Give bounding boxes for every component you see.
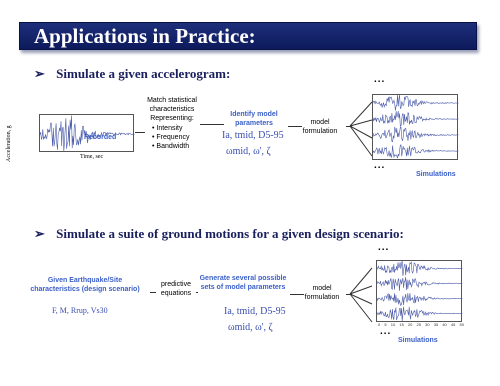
- bullet-marker-icon: ➢: [34, 226, 45, 241]
- bullet-2-text: Simulate a suite of ground motions for a given design scenario:: [56, 226, 404, 241]
- recorded-xlabel: Time, sec: [80, 154, 104, 160]
- x-tick-label: 10: [390, 322, 396, 327]
- arrow-1: [135, 132, 145, 133]
- x-tick-label: 5: [384, 322, 387, 327]
- match-item-frequency: • Frequency: [152, 134, 190, 141]
- x-tick-label: 45: [450, 322, 456, 327]
- sim-waveform-2d: [377, 306, 463, 321]
- x-tick-label: 20: [407, 322, 413, 327]
- simulations-plot-2: [376, 260, 462, 322]
- params-line-1: Ia, tmid, D5-95: [222, 130, 284, 141]
- ellipsis-bottom-1: ...: [374, 160, 386, 171]
- sim-waveform-1c: [373, 127, 459, 143]
- bullet-1-text: Simulate a given accelerogram:: [56, 66, 231, 81]
- ellipsis-top-1: ...: [374, 74, 386, 85]
- x-tick-label: 35: [433, 322, 439, 327]
- bullet-1: [34, 66, 230, 82]
- given-params: F, M, Rrup, Vs30: [52, 306, 108, 315]
- recorded-ylabel-wrap: [6, 104, 20, 164]
- recorded-plot: [39, 114, 134, 152]
- match-item-bandwidth: • Bandwidth: [152, 143, 190, 150]
- branch-arrows-2: [348, 262, 374, 328]
- match-items: [152, 124, 189, 151]
- simulations-label-1: Simulations: [416, 171, 456, 178]
- model-formulation-1: model formulation: [302, 119, 338, 135]
- predictive-equations: predictive equations: [156, 280, 196, 298]
- sim-waveform-1a: [373, 95, 459, 111]
- ellipsis-top-2: ...: [378, 242, 390, 253]
- sim-waveform-1d: [373, 143, 459, 159]
- ellipsis-bottom-2: ...: [380, 326, 392, 337]
- match-text: Match statistical characteristics Representing:: [147, 97, 197, 122]
- identify-text: Identify model parameters: [230, 111, 278, 127]
- simulations-label-2: Simulations: [398, 337, 438, 344]
- simulations-plot-1: [372, 94, 458, 160]
- bullet-2: [34, 226, 404, 242]
- slide-title-bar: [19, 22, 477, 50]
- recorded-label: Recorded: [84, 134, 117, 141]
- x-tick-label: 25: [416, 322, 421, 327]
- sim-waveform-2c: [377, 291, 463, 306]
- bullet-marker-icon: ➢: [34, 66, 45, 81]
- given-text: Given Earthquake/Site characteristics (design scenario): [30, 277, 140, 293]
- params-line-2: ωmid, ω', ζ: [226, 146, 271, 157]
- sim-waveform-1b: [373, 111, 459, 127]
- x-tick-label: 0: [378, 322, 381, 327]
- x-tick-label: 15: [399, 322, 404, 327]
- branch-arrows-1: [348, 94, 374, 162]
- x-tick-label: 30: [425, 322, 430, 327]
- sim-waveform-2b: [377, 276, 463, 291]
- recorded-ylabel: Acceleration, g: [6, 125, 12, 162]
- generate-text: Generate several possible sets of model parameters: [199, 275, 287, 291]
- params-line-4: ωmid, ω', ζ: [228, 322, 273, 333]
- model-formulation-2: model formulation: [304, 285, 340, 301]
- x-tick-label: 40: [442, 322, 447, 327]
- sim-waveform-2a: [377, 261, 463, 276]
- params-line-3: Ia, tmid, D5-95: [224, 306, 286, 317]
- match-item-intensity: • Intensity: [152, 125, 183, 132]
- slide-title: Applications in Practice:: [34, 24, 256, 48]
- x-tick-label: 50: [459, 322, 464, 327]
